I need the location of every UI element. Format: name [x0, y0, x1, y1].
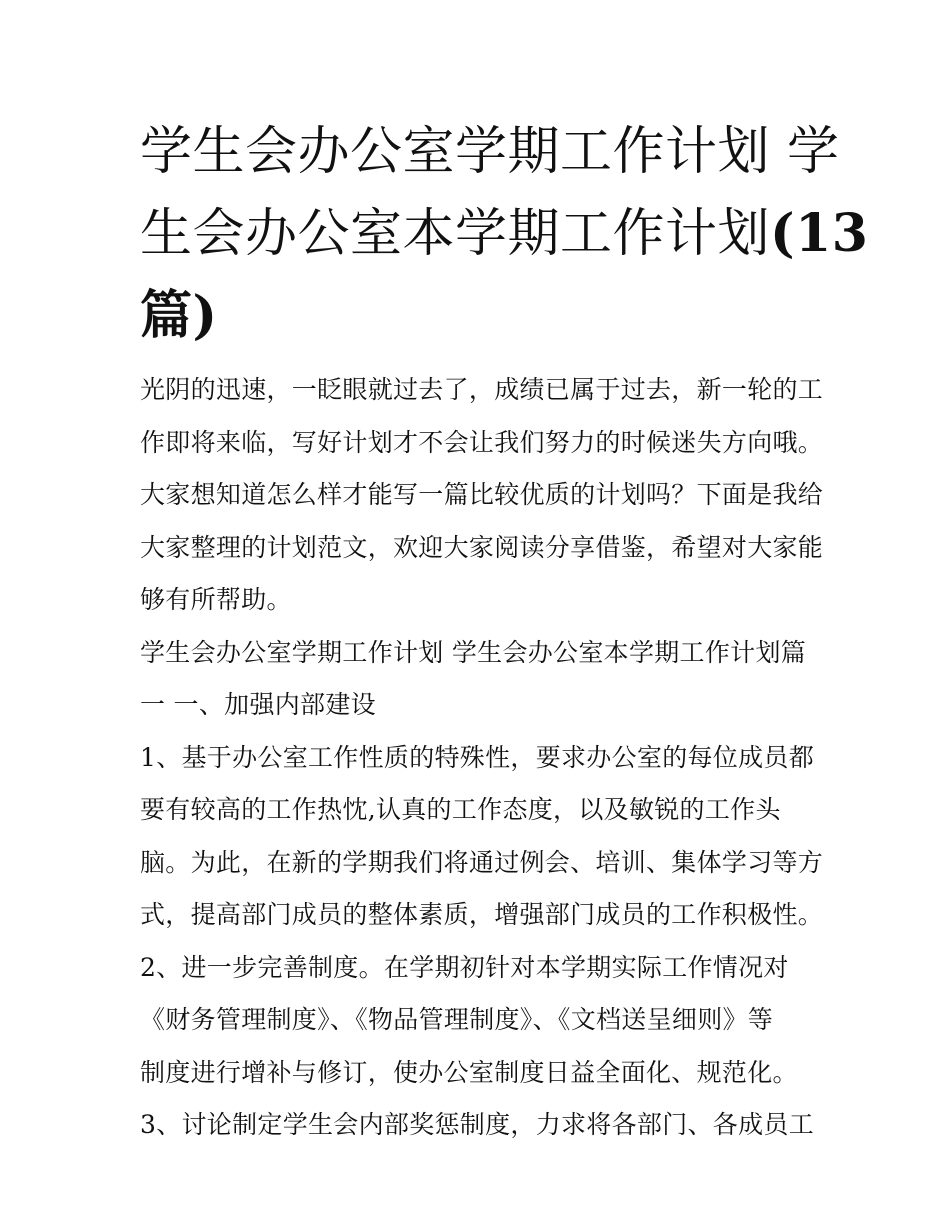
- text-line: 式，提高部门成员的整体素质，增强部门成员的工作积极性。: [140, 900, 824, 929]
- text-line: 《财务管理制度》、《物品管理制度》、《文档送呈细则》等: [140, 1005, 774, 1034]
- text-line: 2、进一步完善制度。在学期初针对本学期实际工作情况对: [140, 952, 789, 982]
- text-line: 大家想知道怎么样才能写一篇比较优质的计划吗？下面是我给: [140, 480, 824, 509]
- text-line: 光阴的迅速，一眨眼就过去了，成绩已属于过去，新一轮的工: [140, 375, 824, 404]
- text-line: 够有所帮助。: [140, 585, 292, 614]
- title-text: 生会办公室本学期工作计划: [140, 204, 771, 264]
- document-title: [140, 112, 869, 356]
- item-1-paragraph: [140, 732, 824, 942]
- text-line: 作即将来临，写好计划才不会让我们努力的时候迷失方向哦。: [140, 427, 824, 457]
- item-2-paragraph: [140, 942, 812, 1100]
- text-line: 一 一、加强内部建设: [140, 690, 376, 719]
- title-line: 篇): [140, 285, 218, 346]
- title-line: 学生会办公室学期工作计划 学: [140, 122, 840, 182]
- item-3-paragraph: [140, 1099, 815, 1152]
- text-line: 脑。为此，在新的学期我们将通过例会、培训、集体学习等方: [140, 847, 824, 877]
- text-line: 大家整理的计划范文，欢迎大家阅读分享借鉴，希望对大家能: [140, 532, 824, 562]
- section-heading-paragraph: [140, 627, 812, 732]
- title-count: (13: [770, 203, 869, 264]
- title-line: [140, 193, 869, 275]
- text-line: 1、基于办公室工作性质的特殊性，要求办公室的每位成员都: [140, 742, 815, 772]
- document-page: [140, 112, 869, 1152]
- text-line: 要有较高的工作热忱,认真的工作态度，以及敏锐的工作头: [140, 795, 781, 824]
- text-line: 制度进行增补与修订，使办公室制度日益全面化、规范化。: [140, 1057, 798, 1087]
- intro-paragraph: [140, 364, 824, 627]
- text-line: 3、讨论制定学生会内部奖惩制度，力求将各部门、各成员工: [140, 1110, 815, 1139]
- text-line: 学生会办公室学期工作计划 学生会办公室本学期工作计划篇: [140, 637, 807, 667]
